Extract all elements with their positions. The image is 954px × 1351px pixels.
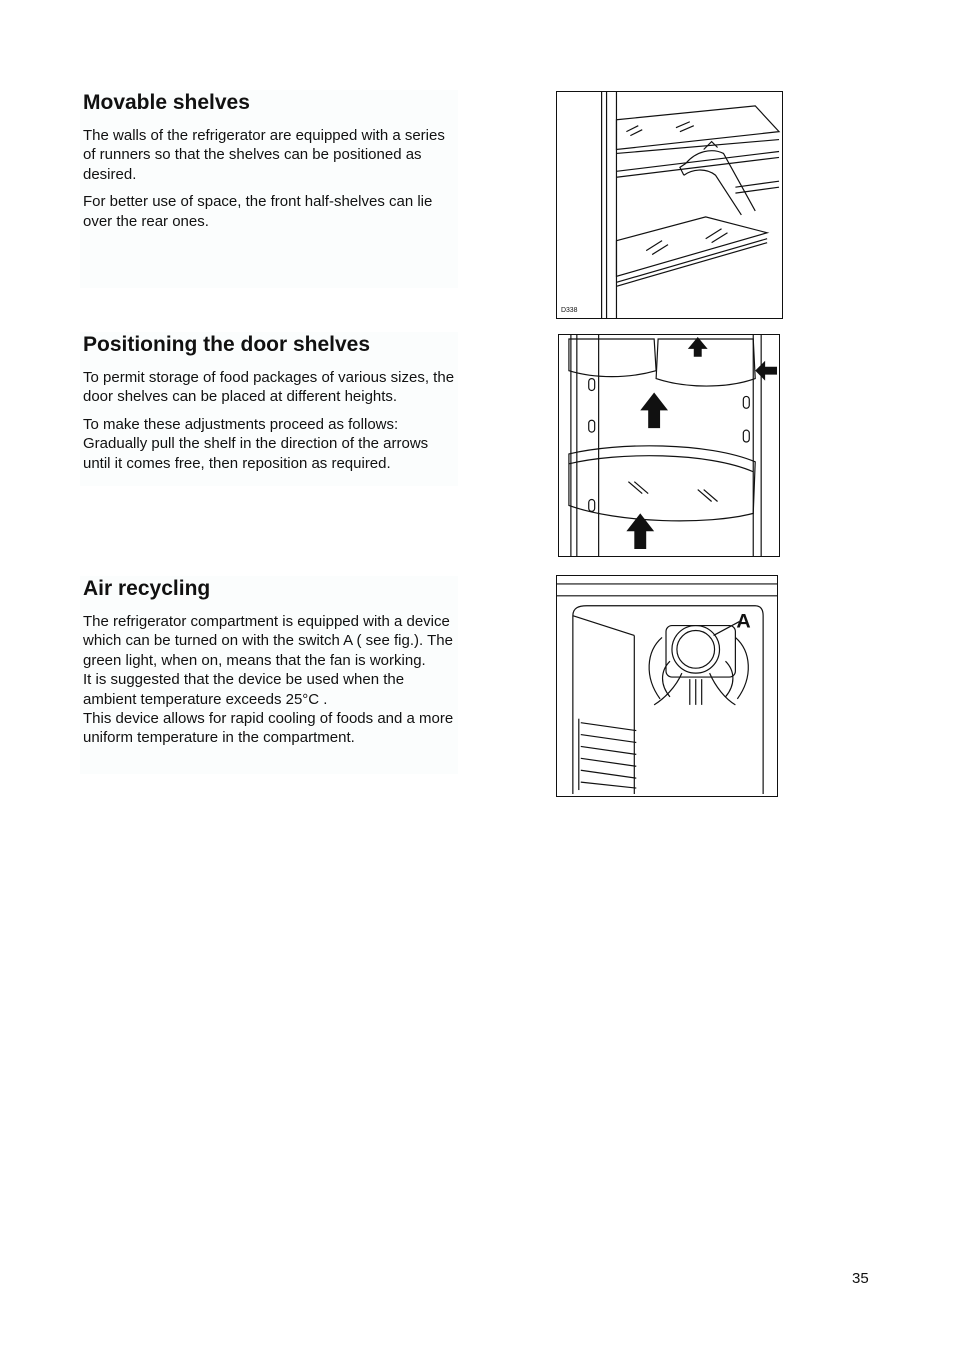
section-door-shelves bbox=[80, 332, 458, 486]
figure-code-label: D338 bbox=[560, 307, 578, 315]
paragraph: To permit storage of food packages of various sizes, the door shelves can be placed at different heights. bbox=[83, 369, 455, 406]
paragraph: The refrigerator compartment is equipped with a device which can be turned on with the switch A ( see fig.). The green light, when on, means that the fan is working. bbox=[83, 613, 453, 669]
heading-door-shelves: Positioning the door shelves bbox=[83, 333, 371, 356]
heading-movable-shelves: Movable shelves bbox=[83, 91, 250, 114]
paragraph: It is suggested that the device be used when the ambient temperature exceeds 25°C . bbox=[83, 671, 405, 708]
section-air-recycling bbox=[80, 576, 458, 774]
figure-door-shelves bbox=[558, 334, 780, 557]
paragraph: To make these adjustments proceed as follows: Gradually pull the shelf in the direction of the arrows until it comes free, then reposition as required. bbox=[83, 415, 429, 472]
figure-air-recycling bbox=[556, 575, 778, 797]
section-movable-shelves bbox=[80, 90, 458, 288]
switch-label-a: A bbox=[736, 610, 751, 633]
figure-movable-shelves bbox=[556, 91, 783, 319]
paragraph: For better use of space, the front half-shelves can lie over the rear ones. bbox=[83, 193, 433, 230]
shelf-illustration bbox=[557, 92, 782, 318]
door-shelf-illustration bbox=[559, 335, 779, 556]
paragraph: The walls of the refrigerator are equipped with a series of runners so that the shelves can be positioned as desired. bbox=[83, 127, 445, 183]
paragraph: This device allows for rapid cooling of foods and a more uniform temperature in the compartment. bbox=[83, 710, 454, 747]
page-number: 35 bbox=[852, 1270, 869, 1287]
fan-illustration bbox=[557, 576, 777, 796]
heading-air-recycling: Air recycling bbox=[83, 577, 211, 600]
